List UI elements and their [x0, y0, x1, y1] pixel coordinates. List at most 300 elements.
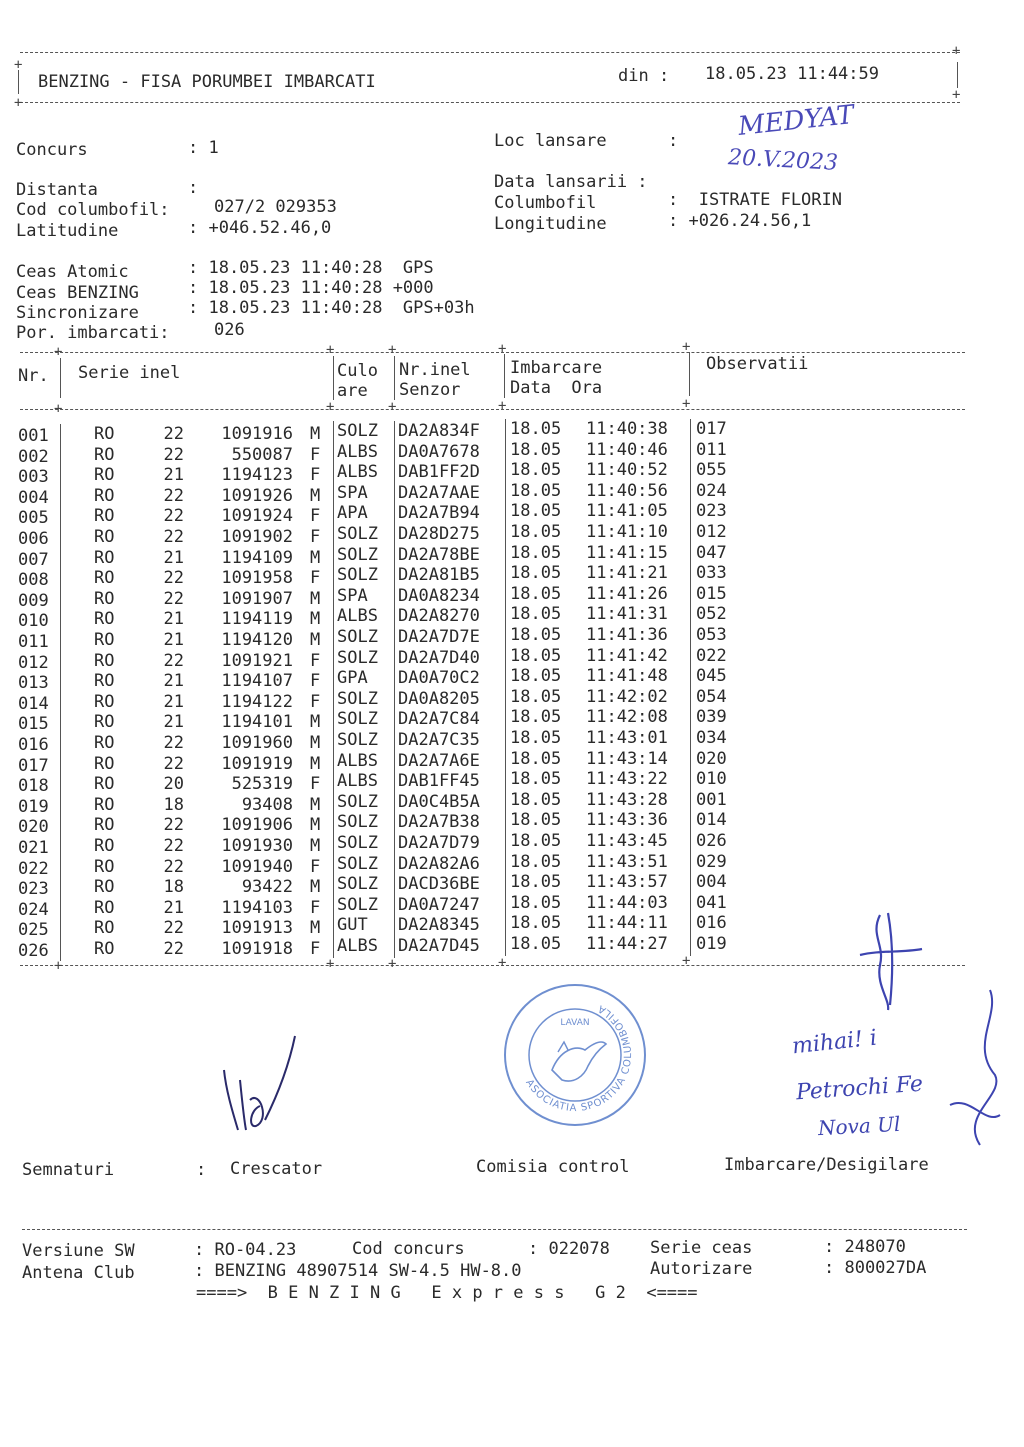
column-separator — [394, 874, 395, 896]
column-separator — [505, 749, 506, 771]
row-sex: F — [310, 444, 321, 465]
column-separator — [394, 895, 395, 917]
row-country: RO — [94, 547, 115, 568]
row-time: 11:40:38 — [586, 419, 668, 439]
column-separator — [690, 852, 691, 874]
column-separator — [333, 812, 334, 834]
column-separator — [394, 854, 395, 876]
row-time: 11:43:45 — [586, 831, 668, 851]
row-time: 11:41:36 — [586, 625, 668, 645]
row-date: 18.05 — [510, 666, 562, 687]
row-time: 11:43:01 — [586, 728, 668, 748]
column-separator — [333, 771, 334, 793]
row-date: 18.05 — [510, 604, 562, 625]
row-sensor: DA2A8270 — [398, 606, 480, 627]
row-time: 11:40:52 — [586, 460, 668, 481]
row-time: 11:43:57 — [586, 872, 668, 893]
row-nr: 009 — [18, 590, 49, 611]
rule-joint: + — [682, 339, 691, 355]
column-separator — [690, 646, 691, 668]
row-date: 18.05 — [510, 686, 562, 707]
latitudine-label: Latitudine — [16, 221, 119, 241]
latitudine-value: : +046.52.46,0 — [188, 218, 332, 238]
column-separator — [333, 421, 334, 443]
row-observatii: 024 — [696, 480, 727, 501]
column-separator — [505, 440, 506, 462]
row-nr: 026 — [18, 941, 49, 961]
col-header-nrinel-1: Nr.inel — [399, 360, 471, 380]
row-date: 18.05 — [510, 460, 562, 481]
corner-mark: + — [952, 43, 961, 59]
column-separator — [505, 563, 506, 585]
row-sensor: DA2A7D45 — [398, 936, 480, 956]
col-header-serie: Serie inel — [78, 363, 181, 383]
column-separator — [690, 543, 691, 565]
row-nr: 024 — [18, 899, 49, 920]
versiune-label: Versiune SW — [22, 1241, 135, 1261]
column-separator — [333, 833, 334, 855]
row-color: APA — [337, 503, 368, 524]
row-date: 18.05 — [510, 480, 562, 501]
row-nr: 015 — [18, 714, 49, 735]
row-serial: 1091907 — [221, 588, 293, 609]
row-year: 21 — [163, 547, 184, 568]
row-sensor: DA2A834F — [398, 421, 480, 441]
row-serial: 1091926 — [221, 485, 293, 506]
row-time: 11:43:51 — [586, 851, 668, 872]
column-separator — [394, 586, 395, 608]
column-separator — [60, 486, 61, 508]
row-year: 22 — [163, 588, 184, 609]
corner-mark: + — [14, 95, 23, 111]
row-time: 11:41:31 — [586, 604, 668, 625]
row-nr: 006 — [18, 529, 49, 549]
autorizare-label: Autorizare — [650, 1259, 753, 1279]
column-separator — [333, 668, 334, 690]
column-separator — [60, 548, 61, 570]
row-time: 11:40:56 — [586, 480, 668, 501]
row-observatii: 014 — [696, 810, 727, 831]
row-time: 11:43:36 — [586, 810, 668, 831]
row-date: 18.05 — [510, 419, 562, 439]
row-sex: F — [310, 671, 321, 692]
row-sensor: DA2A81B5 — [398, 565, 480, 586]
row-sensor: DA2A7D40 — [398, 647, 480, 668]
rule-joint: + — [388, 956, 397, 972]
row-year: 21 — [163, 712, 184, 733]
handwritten-names-3: Nova Ul — [817, 1111, 901, 1141]
row-nr: 019 — [18, 796, 49, 817]
column-separator — [60, 733, 61, 755]
row-serial: 1091919 — [221, 753, 293, 774]
column-separator — [394, 462, 395, 484]
longitudine-value: : +026.24.56,1 — [668, 211, 812, 231]
footer-rule — [22, 1229, 967, 1230]
row-observatii: 041 — [696, 892, 727, 913]
column-separator — [333, 936, 334, 958]
row-time: 11:40:46 — [586, 439, 668, 460]
column-separator — [394, 771, 395, 793]
row-time: 11:41:26 — [586, 583, 668, 604]
column-separator — [690, 728, 691, 750]
svg-text:LAVAN: LAVAN — [560, 1018, 590, 1028]
column-separator — [394, 751, 395, 773]
sincronizare-value: : 18.05.23 11:40:28 GPS+03h — [188, 298, 475, 318]
row-time: 11:44:11 — [586, 913, 668, 934]
row-observatii: 010 — [696, 769, 727, 790]
column-separator — [60, 836, 61, 858]
row-country: RO — [94, 609, 115, 630]
row-observatii: 055 — [696, 460, 727, 481]
rule-joint: + — [326, 342, 335, 358]
row-year: 22 — [163, 506, 184, 527]
row-date: 18.05 — [510, 769, 562, 790]
col-header-nrinel-2: Senzor — [399, 380, 461, 400]
antena-label: Antena Club — [22, 1263, 135, 1283]
header-top-rule — [20, 52, 960, 53]
column-separator — [505, 460, 506, 482]
serie-ceas-label: Serie ceas — [650, 1238, 753, 1258]
column-separator — [333, 895, 334, 917]
column-separator — [333, 709, 334, 731]
row-sensor: DA2A7C35 — [398, 730, 480, 750]
row-sex: F — [310, 939, 321, 959]
row-color: SOLZ — [337, 730, 378, 750]
header-col-sep — [60, 358, 61, 398]
column-separator — [505, 646, 506, 668]
row-color: SOLZ — [337, 647, 378, 668]
column-separator — [333, 586, 334, 608]
column-separator — [505, 913, 506, 935]
signature-crescator — [210, 1030, 320, 1145]
row-date: 18.05 — [510, 872, 562, 893]
rule-joint: + — [326, 956, 335, 972]
row-nr: 012 — [18, 652, 49, 673]
column-separator — [505, 872, 506, 894]
rule-joint: + — [326, 399, 335, 415]
row-country: RO — [94, 485, 115, 506]
row-observatii: 011 — [696, 439, 727, 460]
handwritten-names-1: mihai! i — [790, 1025, 879, 1060]
row-color: ALBS — [337, 462, 378, 483]
row-year: 22 — [163, 918, 184, 939]
row-sensor: DA2A7D7E — [398, 627, 480, 647]
crescator-label: Crescator — [230, 1159, 323, 1179]
row-sensor: DA2A7AAE — [398, 482, 480, 503]
row-sex: M — [310, 918, 321, 939]
row-observatii: 045 — [696, 666, 727, 687]
column-separator — [394, 648, 395, 670]
column-separator — [505, 893, 506, 915]
header-col-sep — [504, 354, 505, 398]
corner-mark: + — [952, 87, 961, 103]
row-date: 18.05 — [510, 501, 562, 522]
column-separator — [505, 501, 506, 523]
column-separator — [333, 524, 334, 546]
row-color: SOLZ — [337, 421, 378, 441]
row-nr: 016 — [18, 735, 49, 755]
row-color: SOLZ — [337, 791, 378, 812]
ceas-atomic-label: Ceas Atomic — [16, 262, 129, 282]
row-sensor: DA2A8345 — [398, 915, 480, 936]
row-date: 18.05 — [510, 748, 562, 769]
rule-joint: + — [54, 344, 63, 360]
row-country: RO — [94, 939, 115, 959]
row-nr: 017 — [18, 755, 49, 776]
row-year: 22 — [163, 836, 184, 856]
row-color: SPA — [337, 585, 368, 606]
row-color: SOLZ — [337, 853, 378, 874]
row-sensor: DA2A78BE — [398, 544, 480, 565]
row-country: RO — [94, 815, 115, 836]
column-separator — [394, 442, 395, 464]
rule-joint: + — [682, 396, 691, 412]
row-nr: 023 — [18, 879, 49, 900]
row-observatii: 029 — [696, 851, 727, 872]
column-separator — [690, 810, 691, 832]
column-separator — [394, 915, 395, 937]
longitudine-label: Longitudine — [494, 214, 607, 234]
row-color: SOLZ — [337, 874, 378, 895]
row-date: 18.05 — [510, 542, 562, 563]
row-sex: M — [310, 485, 321, 506]
column-separator — [333, 483, 334, 505]
row-time: 11:41:15 — [586, 542, 668, 563]
column-separator — [333, 606, 334, 628]
column-separator — [60, 506, 61, 528]
brand-line: ====> B E N Z I N G E x p r e s s G 2 <==== — [196, 1283, 698, 1303]
column-separator — [394, 565, 395, 587]
column-separator — [505, 666, 506, 688]
row-year: 22 — [163, 856, 184, 877]
column-separator — [60, 754, 61, 776]
column-separator — [333, 545, 334, 567]
row-year: 22 — [163, 939, 184, 959]
row-observatii: 052 — [696, 604, 727, 625]
row-observatii: 001 — [696, 789, 727, 810]
column-separator — [394, 833, 395, 855]
row-observatii: 012 — [696, 522, 727, 542]
row-nr: 022 — [18, 858, 49, 879]
row-nr: 021 — [18, 838, 49, 858]
row-serial: 1091906 — [221, 815, 293, 836]
row-serial: 1091930 — [221, 836, 293, 856]
column-separator — [333, 874, 334, 896]
row-sensor: DA0A70C2 — [398, 668, 480, 689]
column-separator — [690, 604, 691, 626]
row-sex: M — [310, 712, 321, 733]
table-bottom-rule — [20, 965, 965, 966]
column-separator — [505, 852, 506, 874]
row-sensor: DA2A7C84 — [398, 709, 480, 730]
row-time: 11:44:27 — [586, 934, 668, 954]
column-separator — [505, 584, 506, 606]
columbofil-value: : ISTRATE FLORIN — [668, 190, 842, 210]
ceas-benzing-value: : 18.05.23 11:40:28 +000 — [188, 278, 434, 298]
row-serial: 93422 — [241, 877, 293, 898]
row-year: 21 — [163, 465, 184, 486]
row-year: 22 — [163, 444, 184, 465]
col-header-culoare-1: Culo — [337, 361, 378, 381]
column-separator — [505, 728, 506, 750]
column-separator — [60, 918, 61, 940]
row-observatii: 039 — [696, 707, 727, 728]
row-sex: F — [310, 527, 321, 547]
rule-joint: + — [388, 399, 397, 415]
row-country: RO — [94, 465, 115, 486]
column-separator — [505, 934, 506, 956]
column-separator — [394, 792, 395, 814]
column-separator — [333, 503, 334, 525]
column-separator — [333, 442, 334, 464]
column-separator — [60, 465, 61, 487]
row-country: RO — [94, 444, 115, 465]
column-separator — [690, 481, 691, 503]
row-date: 18.05 — [510, 851, 562, 872]
row-nr: 005 — [18, 508, 49, 529]
row-sex: M — [310, 836, 321, 856]
row-date: 18.05 — [510, 728, 562, 748]
row-time: 11:41:21 — [586, 563, 668, 584]
row-country: RO — [94, 424, 115, 444]
row-observatii: 017 — [696, 419, 727, 439]
rule-joint: + — [498, 398, 507, 414]
columbofil-label: Columbofil — [494, 193, 597, 213]
row-sex: F — [310, 856, 321, 877]
column-separator — [690, 769, 691, 791]
row-serial: 1194122 — [221, 691, 293, 712]
row-year: 18 — [163, 794, 184, 815]
column-separator — [505, 769, 506, 791]
column-separator — [690, 831, 691, 853]
data-lansarii-handwritten: 20.V.2023 — [727, 145, 839, 176]
row-country: RO — [94, 856, 115, 877]
row-nr: 010 — [18, 611, 49, 632]
row-sex: M — [310, 753, 321, 774]
cod-columbofil-label: Cod columbofil: — [16, 200, 170, 220]
row-year: 22 — [163, 485, 184, 506]
semnaturi-colon: : — [196, 1160, 207, 1180]
column-separator — [690, 790, 691, 812]
row-serial: 1194109 — [221, 547, 293, 568]
row-color: SOLZ — [337, 565, 378, 586]
row-serial: 1194107 — [221, 671, 293, 692]
row-color: SOLZ — [337, 524, 378, 544]
row-color: SOLZ — [337, 894, 378, 915]
row-sex: F — [310, 774, 321, 795]
column-separator — [690, 913, 691, 935]
column-separator — [60, 774, 61, 796]
column-separator — [60, 692, 61, 714]
row-year: 21 — [163, 671, 184, 692]
row-date: 18.05 — [510, 645, 562, 666]
row-time: 11:44:03 — [586, 892, 668, 913]
row-nr: 004 — [18, 487, 49, 508]
row-year: 22 — [163, 753, 184, 774]
column-separator — [60, 609, 61, 631]
row-country: RO — [94, 527, 115, 547]
column-separator — [60, 815, 61, 837]
row-sex: M — [310, 815, 321, 836]
row-sensor: DAB1FF45 — [398, 771, 480, 792]
column-separator — [690, 584, 691, 606]
row-color: SOLZ — [337, 812, 378, 833]
date-value: 18.05.23 11:44:59 — [705, 64, 879, 84]
row-sex: F — [310, 568, 321, 589]
row-color: ALBS — [337, 750, 378, 771]
row-sex: F — [310, 465, 321, 486]
row-sex: F — [310, 650, 321, 671]
rule-joint: + — [498, 955, 507, 971]
column-separator — [60, 857, 61, 879]
row-color: ALBS — [337, 606, 378, 627]
row-color: SOLZ — [337, 627, 378, 647]
row-color: GPA — [337, 668, 368, 689]
data-lansarii-label: Data lansarii : — [494, 172, 648, 192]
row-date: 18.05 — [510, 831, 562, 851]
stamp-icon — [500, 980, 650, 1130]
row-nr: 018 — [18, 776, 49, 797]
row-time: 11:41:48 — [586, 666, 668, 687]
row-sensor: DA0C4B5A — [398, 791, 480, 812]
row-sensor: DA0A7247 — [398, 894, 480, 915]
header-right-border — [957, 62, 958, 88]
porumbei-imbarcati-value: 026 — [214, 320, 245, 340]
table-top-rule — [20, 352, 965, 353]
row-year: 22 — [163, 424, 184, 444]
column-separator — [505, 543, 506, 565]
row-year: 18 — [163, 877, 184, 898]
row-nr: 014 — [18, 693, 49, 714]
row-serial: 1091958 — [221, 568, 293, 589]
row-nr: 001 — [18, 426, 49, 446]
column-separator — [505, 419, 506, 441]
corner-mark: + — [14, 57, 23, 73]
loc-lansare-colon: : — [668, 131, 679, 151]
row-observatii: 026 — [696, 831, 727, 851]
row-year: 21 — [163, 609, 184, 630]
row-sensor: DA2A7A6E — [398, 750, 480, 771]
row-serial: 1194103 — [221, 897, 293, 918]
header-left-border — [18, 70, 19, 94]
row-time: 11:43:14 — [586, 748, 668, 769]
row-year: 22 — [163, 527, 184, 547]
col-header-culoare-2: are — [337, 381, 368, 401]
row-time: 11:42:02 — [586, 686, 668, 707]
row-country: RO — [94, 733, 115, 753]
svg-text:ASOCIATIA SPORTIVA COLUMBOFILA: ASOCIATIA SPORTIVA COLUMBOFILA — [523, 1002, 635, 1115]
row-observatii: 016 — [696, 913, 727, 934]
header-col-sep — [394, 356, 395, 400]
column-separator — [333, 751, 334, 773]
column-separator — [60, 651, 61, 673]
column-separator — [333, 462, 334, 484]
row-nr: 020 — [18, 817, 49, 838]
column-separator — [394, 545, 395, 567]
column-separator — [60, 589, 61, 611]
column-separator — [690, 666, 691, 688]
column-separator — [394, 483, 395, 505]
ceas-atomic-value: : 18.05.23 11:40:28 GPS — [188, 258, 434, 278]
row-country: RO — [94, 568, 115, 589]
semnaturi-label: Semnaturi — [22, 1160, 115, 1180]
row-year: 22 — [163, 568, 184, 589]
row-observatii: 034 — [696, 728, 727, 748]
row-color: ALBS — [337, 936, 378, 956]
column-separator — [690, 522, 691, 544]
row-time: 11:43:22 — [586, 769, 668, 790]
column-separator — [60, 898, 61, 920]
